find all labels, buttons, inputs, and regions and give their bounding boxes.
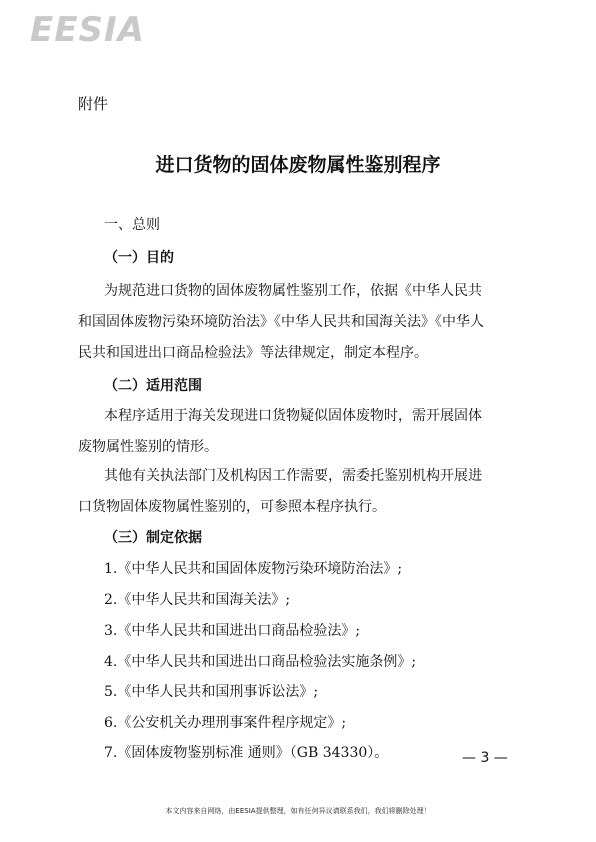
subsection-heading-purpose: （一）目的: [104, 250, 174, 266]
paragraph-line: 本程序适用于海关发现进口货物疑似固体废物时，需开展固体: [104, 408, 482, 424]
subsection-heading-scope: （二）适用范围: [104, 378, 202, 394]
list-item: 3.《中华人民共和国进出口商品检验法》;: [104, 623, 361, 639]
page-number: — 3 —: [462, 750, 508, 766]
list-item: 7.《固体废物鉴别标准 通则》（GB 34330）。: [104, 745, 389, 761]
section-heading-general: 一、总则: [104, 217, 160, 233]
paragraph-line: 废物属性鉴别的情形。: [78, 439, 218, 455]
paragraph-line: 口货物固体废物属性鉴别的，可参照本程序执行。: [78, 499, 386, 515]
eesia-logo: EESIA: [30, 10, 145, 50]
list-item: 1.《中华人民共和国固体废物污染环境防治法》;: [104, 561, 403, 577]
paragraph-line: 为规范进口货物的固体废物属性鉴别工作，依据《中华人民共: [104, 283, 482, 299]
attachment-label: 附件: [78, 95, 109, 113]
list-item: 6.《公安机关办理刑事案件程序规定》;: [104, 715, 347, 731]
list-item: 5.《中华人民共和国刑事诉讼法》;: [104, 684, 319, 700]
footer-disclaimer: 本文内容来自网络，由EESIA提供整理，如有任何异议请联系我们，我们将删除处理！: [165, 807, 431, 815]
paragraph-line: 民共和国进出口商品检验法》等法律规定，制定本程序。: [78, 345, 428, 361]
paragraph-line: 其他有关执法部门及机构因工作需要，需委托鉴别机构开展进: [104, 468, 482, 484]
subsection-heading-basis: （三）制定依据: [104, 530, 202, 546]
list-item: 4.《中华人民共和国进出口商品检验法实施条例》;: [104, 654, 417, 670]
document-title: 进口货物的固体废物属性鉴别程序: [155, 154, 441, 176]
paragraph-line: 和国固体废物污染环境防治法》《中华人民共和国海关法》《中华人: [78, 314, 484, 330]
list-item: 2.《中华人民共和国海关法》;: [104, 592, 291, 608]
